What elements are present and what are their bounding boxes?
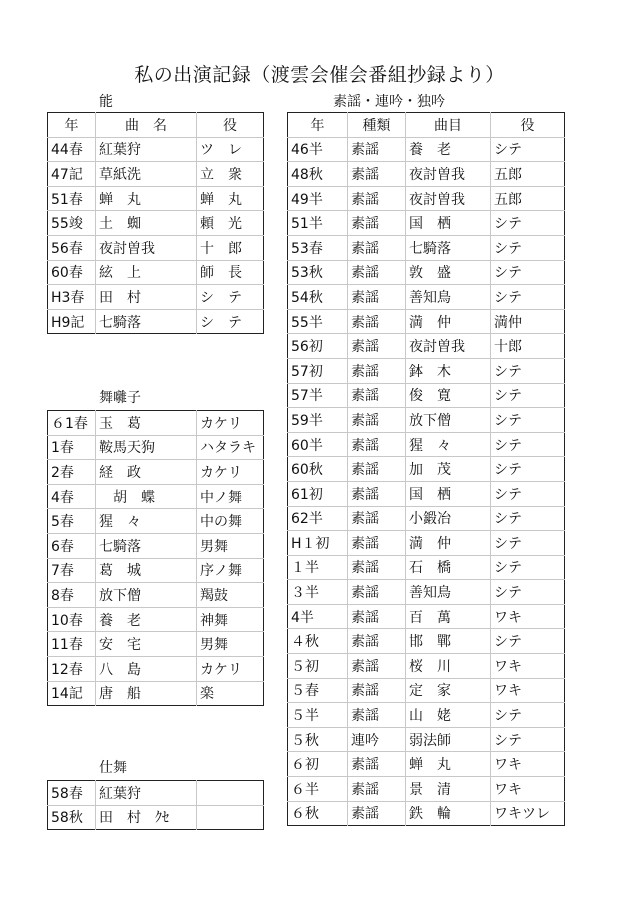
- header-row-cell: 役: [491, 113, 565, 138]
- header-row-cell: 種類: [348, 113, 406, 138]
- table-row-cell: 56初: [288, 334, 348, 359]
- table-row-cell: 中ノ舞: [197, 484, 264, 509]
- table-row: [288, 457, 565, 482]
- header-row: [48, 113, 264, 138]
- table-row-cell: ６秋: [291, 806, 319, 823]
- table-row-cell: シテ: [491, 408, 565, 433]
- table-row: [288, 654, 565, 679]
- table-row: [288, 211, 565, 236]
- table-row-cell: シテ: [491, 727, 565, 752]
- table-row-cell: 55半: [288, 309, 348, 334]
- table-row-cell: 58春: [48, 781, 96, 806]
- table-row-cell: 素謡: [348, 752, 406, 777]
- table-row-cell: 4春: [48, 484, 96, 509]
- table-row-cell: 1春: [48, 435, 96, 460]
- table-row-cell: カケリ: [197, 656, 264, 681]
- table-row-cell: ワキ: [491, 678, 565, 703]
- table-row: [48, 533, 264, 558]
- table-row: [288, 285, 565, 310]
- table-row-cell: 玉 葛: [96, 411, 197, 436]
- table-row-cell: 田 村 ｸｾ: [96, 805, 197, 830]
- header-row-cell: 曲 名: [96, 113, 197, 138]
- table-row-cell: 絃 上: [96, 260, 197, 285]
- table-row-cell: ６初: [288, 752, 348, 777]
- table-row: [288, 629, 565, 654]
- table-row-cell: 素謡: [348, 457, 406, 482]
- table-row: [288, 383, 565, 408]
- table-row-cell: 48秋: [288, 162, 348, 187]
- table-row-cell: 56春: [48, 235, 96, 260]
- table-row: [288, 260, 565, 285]
- table-row-cell: シテ: [491, 481, 565, 506]
- table-row: [288, 432, 565, 457]
- table-row: [288, 727, 565, 752]
- table-row-cell: 十郎: [491, 334, 565, 359]
- table-row-cell: 善知鳥: [406, 285, 491, 310]
- table-row-cell: シテ: [491, 285, 565, 310]
- table-row-cell: 59半: [288, 408, 348, 433]
- header-row: [288, 113, 565, 138]
- table-row-cell: 47記: [48, 162, 96, 187]
- table-row-cell: 俊 寛: [406, 383, 491, 408]
- table-row-cell: ハタラキ: [197, 435, 264, 460]
- table-row-cell: 田 村: [96, 285, 197, 310]
- table-row-cell: 6春: [48, 533, 96, 558]
- table-row-cell: 夜討曽我: [406, 162, 491, 187]
- table-row: [48, 558, 264, 583]
- table-row-cell: ３半: [288, 580, 348, 605]
- table-row-cell: ６半: [288, 777, 348, 802]
- table-row-cell: 胡 蝶: [96, 484, 197, 509]
- table-row-cell: シテ: [491, 211, 565, 236]
- table-row: [288, 678, 565, 703]
- table-row-cell: 素謡: [348, 531, 406, 556]
- table-row-cell: 素謡: [348, 604, 406, 629]
- table-row-cell: H9記: [51, 314, 85, 331]
- table-row-cell: 素謡: [348, 309, 406, 334]
- table-row-cell: 石 橋: [406, 555, 491, 580]
- table-row-cell: 草紙洗: [96, 162, 197, 187]
- table-row-cell: 57半: [288, 383, 348, 408]
- table-row-cell: 8春: [48, 583, 96, 608]
- table-row: [48, 285, 264, 310]
- table-row: [48, 632, 264, 657]
- table-row-cell: 満仲: [491, 309, 565, 334]
- table-row-cell: 夜討曽我: [96, 235, 197, 260]
- table-row-cell: シテ: [491, 432, 565, 457]
- table-row-cell: 頼 光: [197, 211, 264, 236]
- table-row-cell: 神舞: [197, 607, 264, 632]
- table-row-cell: 54秋: [288, 285, 348, 310]
- table-row-cell: 素謡: [348, 162, 406, 187]
- table-row-cell: 素謡: [348, 580, 406, 605]
- table-row: [288, 334, 565, 359]
- sutai-table: [287, 112, 565, 826]
- table-row: [48, 260, 264, 285]
- table-row-cell: 10春: [48, 607, 96, 632]
- table-row: [288, 703, 565, 728]
- table-row: [288, 186, 565, 211]
- table-row-cell: 鉄 輪: [406, 801, 491, 826]
- table-row: [48, 781, 264, 806]
- table-row-cell: 4半: [288, 604, 348, 629]
- shimai-table: [47, 780, 264, 830]
- table-row-cell: 国 栖: [406, 481, 491, 506]
- table-row-cell: 男舞: [197, 632, 264, 657]
- table-row-cell: 葛 城: [96, 558, 197, 583]
- table-row: [48, 435, 264, 460]
- table-row-cell: シ テ: [197, 309, 264, 334]
- table-row-cell: 師 長: [197, 260, 264, 285]
- table-row-cell: 経 政: [96, 460, 197, 485]
- table-row: [288, 555, 565, 580]
- table-row-cell: シテ: [491, 703, 565, 728]
- table-row-cell: 羯鼓: [197, 583, 264, 608]
- table-row: [288, 777, 565, 802]
- table-row-cell: 唐 船: [96, 681, 197, 706]
- table-row-cell: 桜 川: [406, 654, 491, 679]
- table-row-cell: ワキツレ: [491, 801, 565, 826]
- table-row-cell: ワキ: [491, 654, 565, 679]
- table-row-cell: シテ: [491, 531, 565, 556]
- table-row: [288, 408, 565, 433]
- table-row-cell: 夜討曽我: [406, 334, 491, 359]
- table-row-cell: 49半: [288, 186, 348, 211]
- table-row-cell: 素謡: [348, 654, 406, 679]
- table-row-cell: シテ: [491, 506, 565, 531]
- table-row-cell: 土 蜘: [96, 211, 197, 236]
- table-row-cell: 素謡: [348, 703, 406, 728]
- table-row-cell: ５春: [288, 678, 348, 703]
- table-row-cell: 素謡: [348, 334, 406, 359]
- table-row-cell: 14記: [51, 686, 83, 703]
- table-row-cell: 紅葉狩: [96, 781, 197, 806]
- table-row-cell: 11春: [48, 632, 96, 657]
- table-row-cell: 弱法師: [406, 727, 491, 752]
- table-row-cell: ツ レ: [197, 137, 264, 162]
- table-row-cell: 七騎落: [96, 533, 197, 558]
- header-row-cell: 年: [288, 113, 348, 138]
- table-row-cell: 小鍛冶: [406, 506, 491, 531]
- table-row: [288, 580, 565, 605]
- table-row-cell: 定 家: [406, 678, 491, 703]
- table-row-cell: 素謡: [348, 235, 406, 260]
- table-row: [288, 358, 565, 383]
- table-row-cell: 素謡: [348, 555, 406, 580]
- table-row-cell: 百 萬: [406, 604, 491, 629]
- table-row-cell: 53秋: [288, 260, 348, 285]
- table-row-cell: [197, 781, 264, 806]
- table-row-cell: 敦 盛: [406, 260, 491, 285]
- header-row-cell: 曲目: [406, 113, 491, 138]
- table-row-cell: 養 老: [406, 137, 491, 162]
- table-row-cell: 素謡: [348, 137, 406, 162]
- table-row: [288, 481, 565, 506]
- table-row-cell: 紅葉狩: [96, 137, 197, 162]
- table-row-cell: 12春: [48, 656, 96, 681]
- table-row: [288, 531, 565, 556]
- table-row-cell: シテ: [491, 358, 565, 383]
- table-row-cell: 邯 鄲: [406, 629, 491, 654]
- noh-table: [47, 112, 264, 334]
- table-row-cell: 中の舞: [197, 509, 264, 534]
- table-row-cell: 八 島: [96, 656, 197, 681]
- table-row-cell: 素謡: [348, 383, 406, 408]
- table-row-cell: 5春: [48, 509, 96, 534]
- table-row: [288, 506, 565, 531]
- table-row-cell: 五郎: [491, 162, 565, 187]
- table-row-cell: シテ: [491, 383, 565, 408]
- table-row: [48, 484, 264, 509]
- table-row-cell: シテ: [491, 137, 565, 162]
- table-row-cell: 51半: [288, 211, 348, 236]
- table-row: [288, 235, 565, 260]
- table-row-cell: 55竣: [48, 211, 96, 236]
- table-row-cell: 53春: [288, 235, 348, 260]
- table-row: [288, 162, 565, 187]
- table-row-cell: カケリ: [197, 411, 264, 436]
- table-row-cell: 素謡: [348, 506, 406, 531]
- table-row-cell: ワキ: [491, 604, 565, 629]
- table-row-cell: 七騎落: [96, 309, 197, 334]
- table-row-cell: 62半: [288, 506, 348, 531]
- table-row-cell: 夜討曽我: [406, 186, 491, 211]
- table-row: [48, 137, 264, 162]
- table-row-cell: ５秋: [288, 727, 348, 752]
- header-row-cell: 年: [48, 113, 96, 138]
- table-row-cell: ６1春: [48, 411, 96, 436]
- table-row-cell: 7春: [48, 558, 96, 583]
- table-row-cell: 満 仲: [406, 309, 491, 334]
- table-row-cell: 素謡: [348, 678, 406, 703]
- table-row-cell: 61初: [288, 481, 348, 506]
- table-row: [48, 162, 264, 187]
- table-row: [288, 137, 565, 162]
- table-row-cell: 素謡: [348, 801, 406, 826]
- table-row-cell: H１初: [288, 531, 348, 556]
- table-row-cell: ５半: [288, 703, 348, 728]
- table-row: [48, 805, 264, 830]
- table-row: [48, 309, 264, 334]
- table-row-cell: 57初: [288, 358, 348, 383]
- table-row-cell: 素謡: [348, 777, 406, 802]
- table-row-cell: 景 清: [406, 777, 491, 802]
- bayashi-table: [47, 410, 264, 706]
- table-row-cell: 素謡: [348, 481, 406, 506]
- table-row-cell: ４秋: [288, 629, 348, 654]
- table-row-cell: シ テ: [197, 285, 264, 310]
- table-row-cell: 60春: [48, 260, 96, 285]
- bayashi-caption: 舞囃子: [99, 390, 141, 406]
- table-row-cell: 猩 々: [96, 509, 197, 534]
- table-row-cell: 素謡: [348, 260, 406, 285]
- table-row-cell: 鞍馬天狗: [96, 435, 197, 460]
- table-row-cell: 山 姥: [406, 703, 491, 728]
- table-row-cell: 十 郎: [197, 235, 264, 260]
- table-row-cell: H3春: [48, 285, 96, 310]
- table-row-cell: 猩 々: [406, 432, 491, 457]
- table-row-cell: 蝉 丸: [197, 186, 264, 211]
- table-row-cell: 蝉 丸: [96, 186, 197, 211]
- table-row-cell: [197, 805, 264, 830]
- table-row-cell: 満 仲: [406, 531, 491, 556]
- table-row-cell: 46半: [288, 137, 348, 162]
- table-row-cell: 安 宅: [96, 632, 197, 657]
- table-row-cell: 善知鳥: [406, 580, 491, 605]
- table-row-cell: 国 栖: [406, 211, 491, 236]
- table-row: [288, 801, 565, 826]
- table-row-cell: ５初: [288, 654, 348, 679]
- table-row-cell: 素謡: [348, 408, 406, 433]
- table-row-cell: 58秋: [51, 810, 83, 827]
- table-row-cell: 七騎落: [406, 235, 491, 260]
- table-row: [48, 211, 264, 236]
- table-row: [48, 411, 264, 436]
- noh-caption: 能: [99, 94, 113, 110]
- sutai-caption: 素謡・連吟・独吟: [333, 94, 445, 110]
- header-row-cell: 役: [197, 113, 264, 138]
- table-row-cell: ワキ: [491, 752, 565, 777]
- table-row: [288, 604, 565, 629]
- table-row: [48, 460, 264, 485]
- table-row-cell: 44春: [48, 137, 96, 162]
- table-row-cell: 五郎: [491, 186, 565, 211]
- table-row: [48, 509, 264, 534]
- table-row-cell: 素謡: [348, 211, 406, 236]
- table-row-cell: 蝉 丸: [406, 752, 491, 777]
- table-row: [288, 752, 565, 777]
- table-row-cell: 素謡: [348, 186, 406, 211]
- table-row-cell: シテ: [491, 235, 565, 260]
- table-row-cell: シテ: [491, 457, 565, 482]
- table-row-cell: 加 茂: [406, 457, 491, 482]
- table-row: [288, 309, 565, 334]
- table-row-cell: 連吟: [348, 727, 406, 752]
- table-row-cell: シテ: [491, 260, 565, 285]
- table-row-cell: ワキ: [491, 777, 565, 802]
- table-row-cell: 立 衆: [197, 162, 264, 187]
- table-row-cell: 素謡: [348, 629, 406, 654]
- table-row: [48, 583, 264, 608]
- table-row-cell: 素謡: [348, 285, 406, 310]
- table-row-cell: 素謡: [348, 358, 406, 383]
- table-row-cell: 60半: [288, 432, 348, 457]
- table-row-cell: 鉢 木: [406, 358, 491, 383]
- table-row-cell: 60秋: [288, 457, 348, 482]
- table-row: [48, 235, 264, 260]
- table-row: [48, 607, 264, 632]
- table-row-cell: 2春: [48, 460, 96, 485]
- table-row-cell: シテ: [491, 555, 565, 580]
- table-row-cell: シテ: [491, 580, 565, 605]
- table-row-cell: 男舞: [197, 533, 264, 558]
- table-row-cell: 51春: [48, 186, 96, 211]
- page-title: 私の出演記録（渡雲会催会番組抄録より）: [134, 64, 505, 86]
- table-row-cell: シテ: [491, 629, 565, 654]
- table-row-cell: 素謡: [348, 432, 406, 457]
- table-row-cell: 放下僧: [406, 408, 491, 433]
- shimai-caption: 仕舞: [99, 760, 127, 776]
- table-row-cell: カケリ: [197, 460, 264, 485]
- table-row: [48, 656, 264, 681]
- table-row-cell: 放下僧: [96, 583, 197, 608]
- table-row-cell: 楽: [197, 681, 264, 706]
- table-row-cell: 養 老: [96, 607, 197, 632]
- table-row-cell: １半: [288, 555, 348, 580]
- table-row: [48, 186, 264, 211]
- table-row-cell: 序ノ舞: [197, 558, 264, 583]
- table-row: [48, 681, 264, 706]
